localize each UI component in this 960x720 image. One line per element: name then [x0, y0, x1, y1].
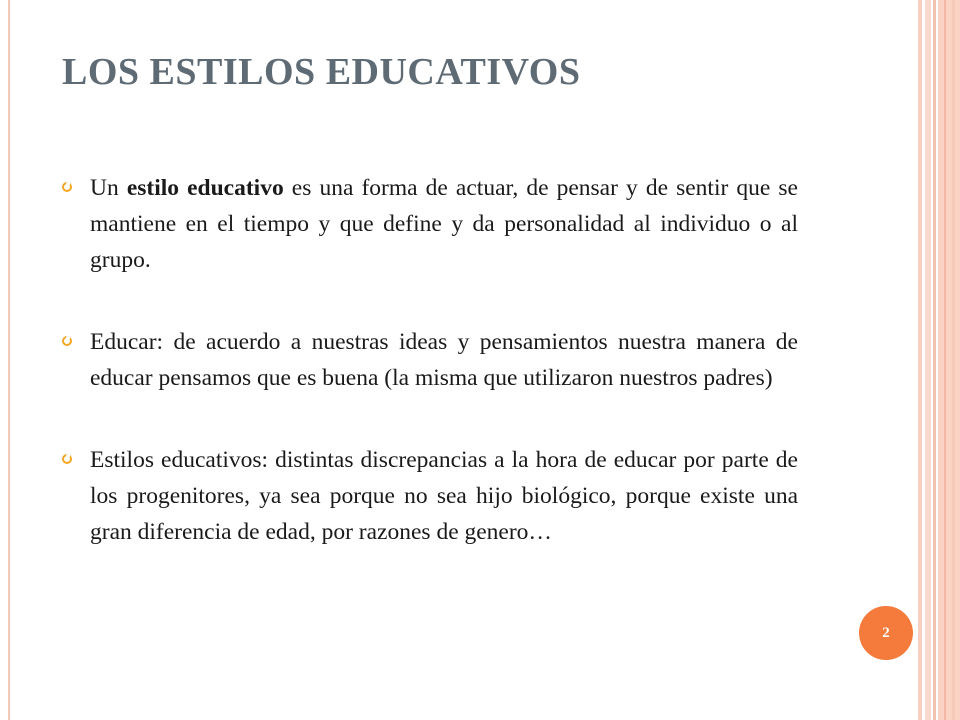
page-number: 2 — [882, 624, 890, 641]
decorative-stripe — [944, 0, 946, 720]
bullet-item — [58, 324, 798, 396]
slide-title: LOS ESTILOS EDUCATIVOS — [62, 51, 581, 93]
bullet-icon — [62, 336, 72, 346]
bullet-text: Estilos educativos: distintas discrepancias a la hora de educar por parte de los progenitores, ya sea porque no sea hijo biológico, porque existe una gran diferencia de edad, por razones de genero… — [90, 447, 798, 545]
bullet-text-bold: estilo educativo — [126, 175, 284, 201]
bullet-item — [58, 442, 798, 550]
bullet-text: es una forma de actuar, de pensar y de sentir que se mantiene en el tiempo y que define y da personalidad al individuo o al grupo. — [90, 175, 798, 273]
bullet-text-prefix: Un — [90, 175, 127, 201]
decorative-stripe — [933, 0, 936, 720]
bullet-item — [58, 170, 798, 278]
bullet-icon — [62, 182, 72, 192]
decorative-stripe — [938, 0, 960, 720]
bullet-icon — [62, 454, 72, 464]
decorative-stripe — [952, 0, 955, 720]
page-number-badge — [859, 606, 913, 660]
left-border-line — [8, 0, 10, 720]
bullet-text: Educar: de acuerdo a nuestras ideas y pensamientos nuestra manera de educar pensamos que es buena (la misma que utilizaron nuestros padres) — [90, 329, 798, 391]
decorative-stripe — [918, 0, 922, 720]
bullet-list — [58, 170, 798, 596]
decorative-stripe — [925, 0, 931, 720]
